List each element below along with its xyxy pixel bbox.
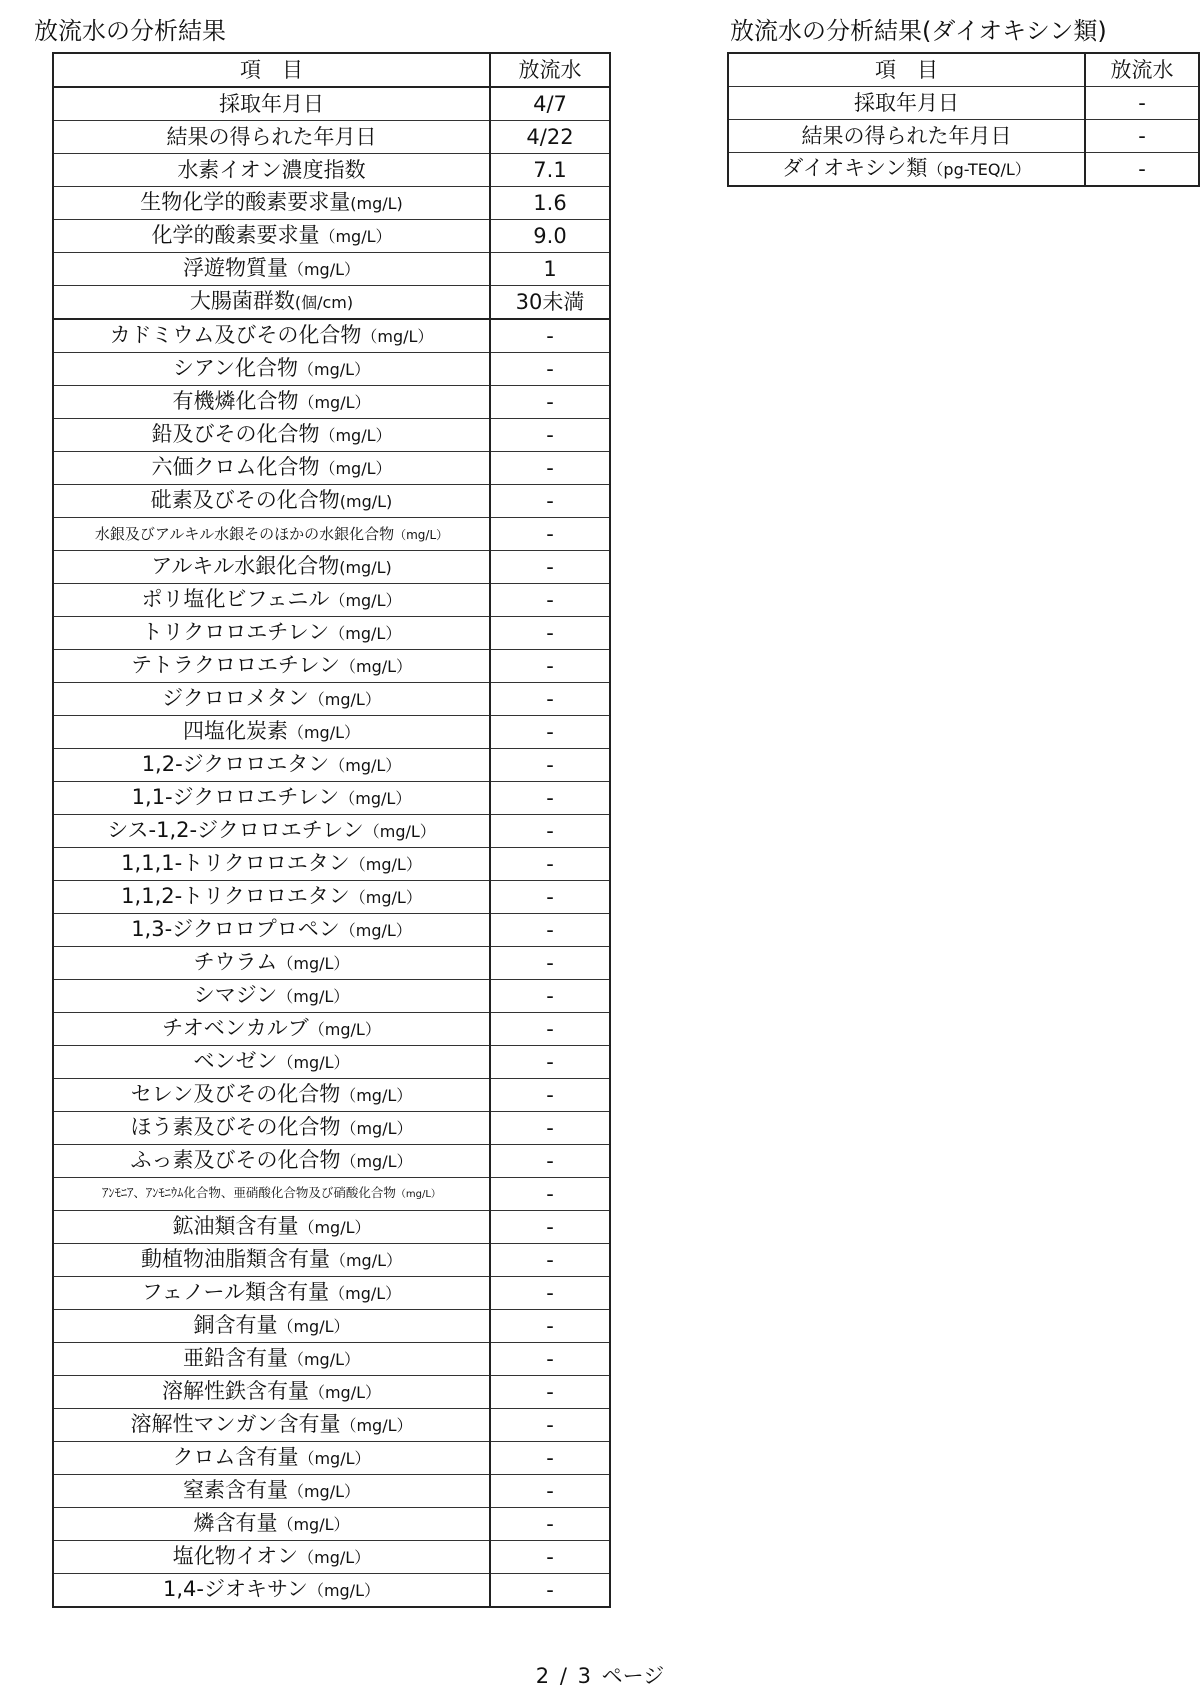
- effluent-value-cell: -: [490, 650, 610, 683]
- item-name: ベンゼン: [193, 1049, 278, 1073]
- item-unit: （mg/L）: [298, 1449, 371, 1468]
- item-unit: （mg/L）: [329, 1251, 403, 1270]
- item-cell: [53, 980, 490, 1013]
- table-row: [53, 1046, 610, 1079]
- table-row: [53, 914, 610, 947]
- table-row: [53, 1343, 610, 1376]
- table-row: [53, 485, 610, 518]
- effluent-value-cell: 30未満: [490, 286, 610, 320]
- effluent-value-cell: -: [490, 1178, 610, 1211]
- table-row: [53, 1112, 610, 1145]
- effluent-value-cell: -: [490, 1079, 610, 1112]
- item-name: シアン化合物: [172, 356, 299, 380]
- item-name: フェノール類含有量: [141, 1280, 330, 1304]
- item-cell: [53, 1013, 490, 1046]
- item-name: チウラム: [193, 950, 278, 974]
- table-row: [53, 121, 610, 154]
- item-unit: （mg/L）: [308, 1383, 382, 1402]
- item-name: 化学的酸素要求量: [151, 223, 320, 247]
- item-unit: （mg/L）: [287, 260, 361, 279]
- item-unit: （pg-TEQ/L）: [927, 160, 1031, 179]
- item-unit: （mg/L）: [339, 921, 412, 940]
- item-unit: （mg/L）: [298, 393, 371, 412]
- item-unit: （mg/L）: [277, 987, 350, 1006]
- effluent-value-cell: -: [490, 353, 610, 386]
- table-row: [53, 881, 610, 914]
- item-name: 燐含有量: [193, 1511, 278, 1535]
- item-unit: (mg/L): [339, 492, 393, 511]
- effluent-value-cell: -: [490, 716, 610, 749]
- item-name: 生物化学的酸素要求量: [140, 190, 351, 214]
- item-cell: [53, 914, 490, 947]
- item-column-header: 項 目: [728, 53, 1085, 87]
- effluent-value-cell: -: [490, 1442, 610, 1475]
- item-name: シマジン: [193, 983, 278, 1007]
- item-unit: （mg/L）: [349, 855, 422, 874]
- effluent-value-cell: -: [490, 1145, 610, 1178]
- item-cell: [53, 286, 490, 320]
- item-cell: [53, 386, 490, 419]
- item-unit: （mg/L）: [287, 723, 361, 742]
- effluent-value-cell: -: [490, 980, 610, 1013]
- item-cell: [53, 1178, 490, 1211]
- item-cell: [53, 617, 490, 650]
- item-cell: [53, 1211, 490, 1244]
- item-name: 結果の得られた年月日: [801, 124, 1012, 148]
- table-row: [53, 353, 610, 386]
- effluent-value-cell: -: [490, 584, 610, 617]
- table-row: [53, 815, 610, 848]
- item-cell: [53, 87, 490, 121]
- effluent-value-cell: -: [490, 848, 610, 881]
- effluent-value-cell: -: [490, 386, 610, 419]
- item-cell: [53, 452, 490, 485]
- effluent-value-cell: -: [1085, 87, 1199, 120]
- item-cell: [53, 1409, 490, 1442]
- item-unit: （mg/L）: [319, 459, 392, 478]
- effluent-value-cell: -: [490, 319, 610, 353]
- page-current: 2: [535, 1664, 550, 1688]
- table-row: [53, 319, 610, 353]
- table-row: [728, 153, 1199, 187]
- page-separator: /: [559, 1664, 567, 1688]
- item-cell: [53, 353, 490, 386]
- table-row: [53, 782, 610, 815]
- item-cell: [53, 551, 490, 584]
- table-row: [53, 980, 610, 1013]
- item-cell: [53, 584, 490, 617]
- item-cell: [53, 1442, 490, 1475]
- item-column-header: 項 目: [53, 53, 490, 87]
- table-row: [53, 386, 610, 419]
- item-name: 1,4-ジオキサン: [163, 1577, 308, 1601]
- item-unit: (mg/L): [339, 558, 392, 577]
- effluent-value-cell: -: [490, 683, 610, 716]
- item-name: ポリ塩化ビフェニル: [141, 587, 330, 611]
- item-name: 亜鉛含有量: [182, 1346, 288, 1370]
- item-name: 浮遊物質量: [182, 256, 288, 280]
- item-name: ダイオキシン類: [782, 156, 928, 180]
- item-cell: [53, 1574, 490, 1608]
- item-unit: （mg/L）: [329, 756, 402, 775]
- item-cell: [53, 1079, 490, 1112]
- item-unit: （mg/L）: [329, 1284, 402, 1303]
- table-row: [53, 1211, 610, 1244]
- item-name: ふっ素及びその化合物: [130, 1148, 341, 1172]
- table-row: [53, 848, 610, 881]
- effluent-column-header: 放流水: [490, 53, 610, 87]
- item-unit: （mg/L）: [298, 360, 371, 379]
- item-cell: [53, 1310, 490, 1343]
- item-unit: （mg/L）: [340, 1086, 413, 1105]
- item-name: 塩化物イオン: [172, 1544, 299, 1568]
- item-name: 動植物油脂類含有量: [140, 1247, 330, 1271]
- effluent-value-cell: -: [490, 1541, 610, 1574]
- table-row: [53, 1310, 610, 1343]
- effluent-value-cell: -: [490, 1310, 610, 1343]
- item-name: 有機燐化合物: [172, 389, 299, 413]
- item-cell: [53, 1046, 490, 1079]
- item-name: カドミウム及びその化合物: [109, 323, 362, 347]
- table-row: [53, 1442, 610, 1475]
- effluent-column-header: 放流水: [1085, 53, 1199, 87]
- item-unit: （mg/L）: [287, 1482, 361, 1501]
- effluent-value-cell: -: [490, 485, 610, 518]
- effluent-value-cell: -: [490, 1244, 610, 1277]
- table-row: [53, 87, 610, 121]
- effluent-value-cell: 1: [490, 253, 610, 286]
- item-cell: [53, 485, 490, 518]
- item-unit: （mg/L）: [298, 1548, 371, 1567]
- item-name: 1,3-ジクロロプロペン: [131, 917, 340, 941]
- item-name: 水銀及びアルキル水銀そのほかの水銀化合物: [94, 524, 395, 543]
- effluent-analysis-table: [52, 52, 611, 1608]
- item-unit: （mg/L）: [363, 822, 436, 841]
- item-cell: [53, 749, 490, 782]
- item-name: アルキル水銀化合物: [151, 554, 340, 578]
- item-name: 窒素含有量: [182, 1478, 288, 1502]
- table-row: [53, 1508, 610, 1541]
- item-cell: [53, 683, 490, 716]
- table-row: [53, 584, 610, 617]
- table-row: [728, 120, 1199, 153]
- item-unit: （mg/L）: [340, 1119, 413, 1138]
- right-table-title: 放流水の分析結果(ダイオキシン類): [730, 17, 1107, 45]
- table-row: [53, 749, 610, 782]
- item-cell: [53, 1508, 490, 1541]
- item-name: 鉱油類含有量: [172, 1214, 299, 1238]
- table-row: [53, 1178, 610, 1211]
- item-cell: [728, 153, 1085, 187]
- item-cell: [53, 1277, 490, 1310]
- item-name: ほう素及びその化合物: [130, 1115, 341, 1139]
- effluent-value-cell: 4/22: [490, 121, 610, 154]
- item-unit: （mg/L）: [340, 657, 413, 676]
- item-cell: [53, 319, 490, 353]
- item-cell: [53, 782, 490, 815]
- table-row: [728, 87, 1199, 120]
- item-name: ｱﾝﾓﾆｱ、ｱﾝﾓﾆｳﾑ化合物、亜硝酸化合物及び硝酸化合物: [102, 1185, 396, 1200]
- item-name: 銅含有量: [193, 1313, 278, 1337]
- item-unit: （mg/L）: [307, 1581, 380, 1600]
- item-cell: [53, 1475, 490, 1508]
- item-unit: （mg/L）: [319, 227, 392, 246]
- item-name: 砒素及びその化合物: [150, 488, 340, 512]
- item-cell: [53, 253, 490, 286]
- effluent-value-cell: -: [1085, 153, 1199, 187]
- item-cell: [53, 220, 490, 253]
- table-row: [53, 419, 610, 452]
- item-cell: [728, 87, 1085, 120]
- item-unit: （mg/L）: [319, 426, 392, 445]
- item-name: 採取年月日: [219, 92, 324, 116]
- table-row: [53, 1013, 610, 1046]
- item-cell: [53, 716, 490, 749]
- effluent-value-cell: -: [490, 947, 610, 980]
- dioxin-analysis-table: [727, 52, 1200, 187]
- item-name: セレン及びその化合物: [130, 1082, 341, 1106]
- item-cell: [728, 120, 1085, 153]
- table-row: [53, 1079, 610, 1112]
- item-cell: [53, 815, 490, 848]
- item-cell: [53, 121, 490, 154]
- effluent-value-cell: -: [490, 1277, 610, 1310]
- effluent-value-cell: -: [490, 1046, 610, 1079]
- item-cell: [53, 947, 490, 980]
- effluent-value-cell: 1.6: [490, 187, 610, 220]
- effluent-value-cell: -: [490, 1574, 610, 1608]
- effluent-value-cell: -: [490, 551, 610, 584]
- table-row: [53, 1409, 610, 1442]
- item-unit: (mg/L): [350, 194, 403, 213]
- item-cell: [53, 518, 490, 551]
- effluent-value-cell: 7.1: [490, 154, 610, 187]
- effluent-value-cell: -: [490, 617, 610, 650]
- left-table-title: 放流水の分析結果: [34, 17, 226, 45]
- item-cell: [53, 1145, 490, 1178]
- effluent-value-cell: -: [490, 749, 610, 782]
- item-name: トリクロロエチレン: [141, 620, 330, 644]
- table-header-row: [53, 53, 610, 87]
- effluent-value-cell: -: [490, 1409, 610, 1442]
- item-name: シス-1,2-ジクロロエチレン: [107, 818, 364, 842]
- item-name: 結果の得られた年月日: [166, 125, 377, 149]
- table-row: [53, 286, 610, 320]
- item-name: 1,1,1-トリクロロエタン: [121, 851, 350, 875]
- effluent-value-cell: -: [490, 1211, 610, 1244]
- effluent-value-cell: -: [490, 782, 610, 815]
- item-name: 1,1-ジクロロエチレン: [131, 785, 340, 809]
- item-unit: （mg/L）: [340, 1152, 413, 1171]
- item-unit: （mg/L）: [340, 1416, 413, 1435]
- item-cell: [53, 1112, 490, 1145]
- item-unit: （mg/L）: [361, 327, 434, 346]
- item-unit: （mg/L）: [277, 1317, 350, 1336]
- effluent-value-cell: -: [490, 1376, 610, 1409]
- item-unit: （mg/L）: [277, 1515, 350, 1534]
- item-unit: （mg/L）: [339, 789, 412, 808]
- effluent-value-cell: -: [490, 419, 610, 452]
- table-row: [53, 1244, 610, 1277]
- table-row: [53, 617, 610, 650]
- table-row: [53, 253, 610, 286]
- effluent-value-cell: 9.0: [490, 220, 610, 253]
- item-cell: [53, 419, 490, 452]
- item-name: テトラクロロエチレン: [130, 653, 340, 677]
- item-name: 四塩化炭素: [182, 719, 288, 743]
- item-name: 水素イオン濃度指数: [177, 158, 366, 182]
- item-unit: （mg/L）: [277, 1053, 350, 1072]
- item-unit: （mg/L）: [308, 690, 381, 709]
- dioxin-analysis-rows: [728, 87, 1199, 187]
- item-unit: （mg/L）: [349, 888, 422, 907]
- item-cell: [53, 650, 490, 683]
- effluent-value-cell: -: [490, 452, 610, 485]
- item-name: クロム含有量: [172, 1445, 299, 1469]
- item-name: 大腸菌群数: [189, 289, 295, 313]
- page-number: [0, 1663, 1200, 1689]
- table-row: [53, 1475, 610, 1508]
- table-row: [53, 220, 610, 253]
- item-name: 1,1,2-トリクロロエタン: [121, 884, 350, 908]
- table-row: [53, 1376, 610, 1409]
- effluent-value-cell: -: [490, 914, 610, 947]
- effluent-value-cell: -: [490, 1112, 610, 1145]
- effluent-value-cell: -: [1085, 120, 1199, 153]
- item-name: ジクロロメタン: [162, 686, 309, 710]
- table-row: [53, 1145, 610, 1178]
- item-name: 1,2-ジクロロエタン: [141, 752, 330, 776]
- table-row: [53, 154, 610, 187]
- effluent-analysis-rows: [53, 87, 610, 1607]
- table-row: [53, 551, 610, 584]
- table-row: [53, 1277, 610, 1310]
- item-cell: [53, 1343, 490, 1376]
- item-cell: [53, 154, 490, 187]
- item-name: チオベンカルブ: [162, 1016, 309, 1040]
- item-unit: （mg/L）: [308, 1020, 381, 1039]
- item-unit: （mg/L）: [287, 1350, 361, 1369]
- effluent-value-cell: -: [490, 815, 610, 848]
- item-cell: [53, 881, 490, 914]
- item-cell: [53, 1376, 490, 1409]
- effluent-value-cell: -: [490, 1508, 610, 1541]
- item-name: 溶解性鉄含有量: [161, 1379, 309, 1403]
- item-cell: [53, 187, 490, 220]
- item-cell: [53, 1244, 490, 1277]
- page-suffix: ページ: [601, 1664, 665, 1688]
- item-name: 鉛及びその化合物: [151, 422, 320, 446]
- table-row: [53, 452, 610, 485]
- effluent-value-cell: -: [490, 1343, 610, 1376]
- table-row: [53, 683, 610, 716]
- table-row: [53, 518, 610, 551]
- page-total: 3: [577, 1664, 591, 1688]
- effluent-value-cell: -: [490, 881, 610, 914]
- item-cell: [53, 1541, 490, 1574]
- item-unit: （mg/L）: [277, 954, 350, 973]
- item-name: 六価クロム化合物: [151, 455, 320, 479]
- item-unit: （mg/L）: [298, 1218, 371, 1237]
- effluent-value-cell: -: [490, 1013, 610, 1046]
- table-row: [53, 947, 610, 980]
- table-row: [53, 1574, 610, 1608]
- item-name: 溶解性マンガン含有量: [130, 1412, 341, 1436]
- item-unit: (個/cm): [294, 293, 354, 312]
- table-row: [53, 650, 610, 683]
- effluent-value-cell: -: [490, 518, 610, 551]
- table-row: [53, 187, 610, 220]
- item-name: 採取年月日: [854, 91, 959, 115]
- item-unit: （mg/L）: [395, 1189, 441, 1200]
- table-header-row: [728, 53, 1199, 87]
- effluent-value-cell: 4/7: [490, 87, 610, 121]
- table-row: [53, 716, 610, 749]
- item-unit: （mg/L）: [329, 591, 402, 610]
- item-unit: （mg/L）: [394, 527, 449, 542]
- item-unit: （mg/L）: [329, 624, 402, 643]
- item-cell: [53, 848, 490, 881]
- table-row: [53, 1541, 610, 1574]
- effluent-value-cell: -: [490, 1475, 610, 1508]
